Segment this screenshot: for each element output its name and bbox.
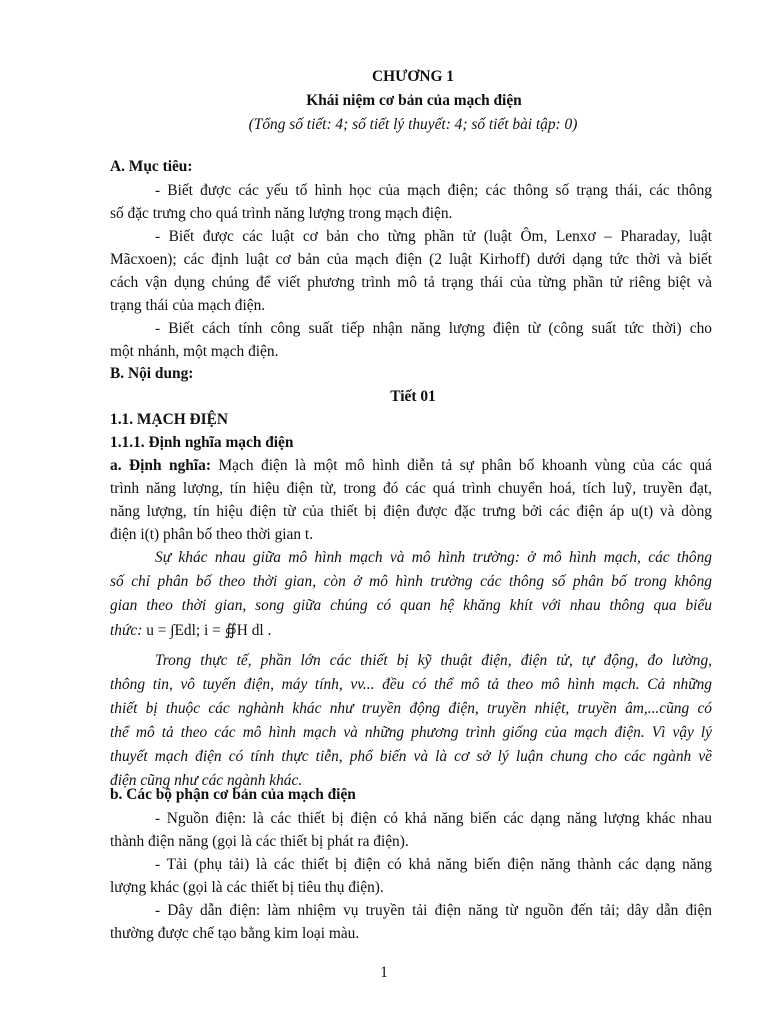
text-line: lượng khác (gọi là các thiết bị tiêu thụ điện). xyxy=(110,879,384,896)
italic-line: thông tin, vô tuyến điện, máy tính, vv... đều có thể mô tả theo mô hình mạch. Cả những xyxy=(110,676,712,693)
formula: u = ∫Edl; i = ∯H dl . xyxy=(146,622,272,639)
chapter-label: CHƯƠNG 1 xyxy=(372,68,454,85)
italic-line: gian theo thời gian, song giữa chúng có quan hệ khăng khít với nhau thông qua biểu xyxy=(110,597,712,614)
italic-line: thể mô tả theo các mô hình mạch và những phương trình giống của mạch điện. Vì vậy lý xyxy=(110,724,712,741)
text-line: - Tải (phụ tải) là các thiết bị điện có khả năng biến điện năng thành các dạng năng xyxy=(155,856,712,873)
text-line: năng lượng, tín hiệu điện từ của thiết bị điện được đặc trưng bởi các điện áp u(t) và dòng xyxy=(110,503,712,520)
text-line: số đặc trưng cho quá trình năng lượng trong mạch điện. xyxy=(110,205,453,222)
text-line: Mãcxoen); các định luật cơ bản của mạch điện (2 luật Kirhoff) dưới dạng tức thời và biết xyxy=(110,251,712,268)
italic-line: điện cũng như các ngành khác. xyxy=(110,772,303,789)
italic-line: Trong thực tế, phần lớn các thiết bị kỹ thuật điện, điện tử, tự động, đo lường, xyxy=(155,652,712,669)
italic-line: Sự khác nhau giữa mô hình mạch và mô hình trường: ở mô hình mạch, các thông xyxy=(155,549,712,566)
formula-line xyxy=(110,620,712,643)
lesson-title: Tiết 01 xyxy=(390,388,436,405)
text-line: - Biết được các yếu tố hình học của mạch điện; các thông số trạng thái, các thông xyxy=(155,182,712,199)
heading-1-1: 1.1. MẠCH ĐIỆN xyxy=(110,411,228,428)
page-number: 1 xyxy=(380,964,388,981)
text-line: - Biết cách tính công suất tiếp nhận năng lượng điện từ (công suất tức thời) cho xyxy=(155,320,712,337)
text-line: điện i(t) phân bố theo thời gian t. xyxy=(110,526,314,543)
text-line: - Nguồn điện: là các thiết bị điện có khả năng biến các dạng năng lượng khác nhau xyxy=(155,810,712,827)
text-line: - Biết được các luật cơ bản cho từng phần tử (luật Ôm, Lenxơ – Pharaday, luật xyxy=(155,228,712,245)
heading-1-1-1: 1.1.1. Định nghĩa mạch điện xyxy=(110,434,294,451)
text-line: trình năng lượng, tín hiệu điện từ, trong đó các quá trình chuyển hoá, tích luỹ, truyền đạt, xyxy=(110,480,712,497)
section-a-heading: A. Mục tiêu: xyxy=(110,158,193,175)
italic-line: thiết bị thuộc các nghành khác như truyền động điện, truyền nhiệt, truyền âm,...cũng có xyxy=(110,700,712,717)
parts-heading: b. Các bộ phận cơ bản của mạch điện xyxy=(110,786,356,803)
definition-line xyxy=(110,455,712,478)
text-line: trạng thái của mạch điện. xyxy=(110,297,266,314)
italic-line: thuyết mạch điện có tính thực tiễn, phổ biến và là cơ sở lý luận chung cho các ngành về xyxy=(110,748,712,765)
text-line: cách vận dụng chúng để viết phương trình mô tả trạng thái của từng phần tử riêng biệt và xyxy=(110,274,712,291)
chapter-subtitle: (Tổng số tiết: 4; số tiết lý thuyết: 4; số tiết bài tập: 0) xyxy=(248,116,578,133)
text-line: thành điện năng (gọi là các thiết bị phát ra điện). xyxy=(110,833,409,850)
italic-line: số chỉ phân bố theo thời gian, còn ở mô hình trường các thông số phân bố trong không xyxy=(110,573,712,590)
definition-label: a. Định nghĩa: xyxy=(110,457,211,474)
text-line: - Dây dẫn điện: làm nhiệm vụ truyền tải điện năng từ nguồn đến tải; dây dẫn điện xyxy=(155,902,712,919)
chapter-title: Khái niệm cơ bản của mạch điện xyxy=(306,92,522,109)
definition-text: Mạch điện là một mô hình diễn tả sự phân bố khoanh vùng của các quá xyxy=(210,457,712,474)
section-b-heading: B. Nội dung: xyxy=(110,365,194,382)
text-line: một nhánh, một mạch điện. xyxy=(110,343,279,360)
text-line: thường được chế tạo bằng kim loại màu. xyxy=(110,925,360,942)
formula-label: thức: xyxy=(110,622,143,639)
